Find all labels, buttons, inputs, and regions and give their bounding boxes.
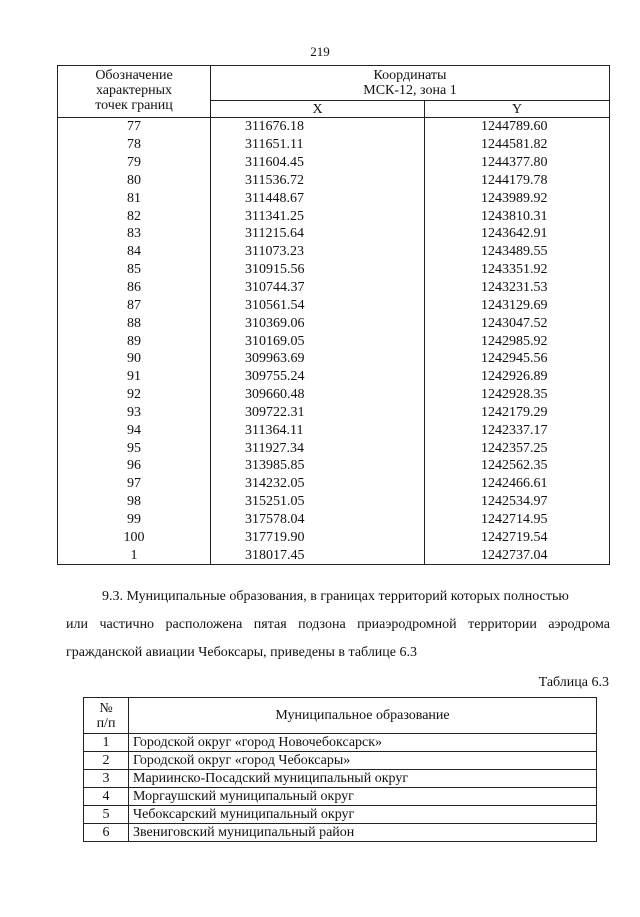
x-cell: 314232.05 <box>211 475 425 493</box>
number-cell: 3 <box>84 770 129 788</box>
paragraph-first-line: 9.3. Муниципальные образования, в границах территорий которых полностью <box>102 589 569 604</box>
table-row <box>58 386 610 404</box>
point-cell: 87 <box>58 296 211 314</box>
page-number: 219 <box>310 44 330 59</box>
point-cell: 85 <box>58 261 211 279</box>
x-cell: 317578.04 <box>211 511 425 529</box>
x-cell: 311341.25 <box>211 207 425 225</box>
point-cell: 96 <box>58 457 211 475</box>
coordinates-table <box>57 65 610 565</box>
table-row <box>84 734 597 752</box>
table-row <box>58 243 610 261</box>
table-row <box>58 404 610 422</box>
table-row <box>58 225 610 243</box>
table-row <box>58 528 610 546</box>
table-row <box>84 770 597 788</box>
coordinates-body <box>58 118 610 565</box>
y-cell: 1243047.52 <box>425 314 610 332</box>
x-cell: 310744.37 <box>211 279 425 297</box>
header-num-line: п/п <box>96 715 116 731</box>
y-cell: 1242466.61 <box>425 475 610 493</box>
x-cell: 309660.48 <box>211 386 425 404</box>
municipality-cell: Звениговский муниципальный район <box>129 824 597 842</box>
point-cell: 100 <box>58 528 211 546</box>
y-cell: 1242357.25 <box>425 439 610 457</box>
table-row <box>58 207 610 225</box>
municipalities-body <box>84 734 597 842</box>
point-cell: 88 <box>58 314 211 332</box>
y-cell: 1243489.55 <box>425 243 610 261</box>
table-row <box>58 261 610 279</box>
municipality-cell: Городской округ «город Чебоксары» <box>129 752 597 770</box>
x-cell: 311073.23 <box>211 243 425 261</box>
x-cell: 310169.05 <box>211 332 425 350</box>
table-row <box>58 475 610 493</box>
point-cell: 86 <box>58 279 211 297</box>
y-cell: 1242985.92 <box>425 332 610 350</box>
y-cell: 1242737.04 <box>425 546 610 564</box>
point-cell: 82 <box>58 207 211 225</box>
point-cell: 83 <box>58 225 211 243</box>
point-cell: 94 <box>58 421 211 439</box>
municipality-cell: Моргаушский муниципальный округ <box>129 788 597 806</box>
point-cell: 98 <box>58 493 211 511</box>
header-x: X <box>211 101 425 118</box>
x-cell: 310915.56 <box>211 261 425 279</box>
table-row <box>58 421 610 439</box>
table-row <box>58 511 610 529</box>
number-cell: 2 <box>84 752 129 770</box>
number-cell: 5 <box>84 806 129 824</box>
x-cell: 311651.11 <box>211 136 425 154</box>
header-coord-line: Координаты <box>373 68 447 83</box>
table-row <box>84 806 597 824</box>
y-cell: 1244179.78 <box>425 172 610 190</box>
x-cell: 311364.11 <box>211 421 425 439</box>
header-coord-line: МСК-12, зона 1 <box>363 83 457 98</box>
point-cell: 78 <box>58 136 211 154</box>
point-cell: 80 <box>58 172 211 190</box>
x-cell: 318017.45 <box>211 546 425 564</box>
header-coordinates <box>211 66 610 101</box>
point-cell: 90 <box>58 350 211 368</box>
table-row <box>58 314 610 332</box>
x-cell: 315251.05 <box>211 493 425 511</box>
table-row <box>84 788 597 806</box>
table-row <box>58 493 610 511</box>
y-cell: 1242945.56 <box>425 350 610 368</box>
point-cell: 99 <box>58 511 211 529</box>
x-cell: 311215.64 <box>211 225 425 243</box>
table-row <box>58 546 610 564</box>
x-cell: 311536.72 <box>211 172 425 190</box>
x-cell: 310561.54 <box>211 296 425 314</box>
table-caption: Таблица 6.3 <box>538 675 609 690</box>
y-cell: 1244581.82 <box>425 136 610 154</box>
municipalities-table <box>83 697 597 842</box>
x-cell: 309755.24 <box>211 368 425 386</box>
point-cell: 93 <box>58 404 211 422</box>
table-row <box>58 189 610 207</box>
municipality-cell: Мариинско-Посадский муниципальный округ <box>129 770 597 788</box>
point-cell: 1 <box>58 546 211 564</box>
header-point-line: характерных <box>95 83 173 98</box>
y-cell: 1242714.95 <box>425 511 610 529</box>
y-cell: 1243231.53 <box>425 279 610 297</box>
number-cell: 1 <box>84 734 129 752</box>
y-cell: 1243989.92 <box>425 189 610 207</box>
header-boundary-points <box>58 66 211 118</box>
x-cell: 309722.31 <box>211 404 425 422</box>
y-cell: 1243129.69 <box>425 296 610 314</box>
municipality-cell: Городской округ «город Новочебоксарск» <box>129 734 597 752</box>
y-cell: 1243351.92 <box>425 261 610 279</box>
table-row <box>58 350 610 368</box>
table-row <box>84 752 597 770</box>
x-cell: 310369.06 <box>211 314 425 332</box>
header-num-line: № <box>99 700 113 716</box>
table-row <box>58 457 610 475</box>
y-cell: 1242562.35 <box>425 457 610 475</box>
y-cell: 1243810.31 <box>425 207 610 225</box>
y-cell: 1242719.54 <box>425 528 610 546</box>
point-cell: 95 <box>58 439 211 457</box>
header-point-line: Обозначение <box>95 68 173 83</box>
header-number <box>84 698 129 734</box>
point-cell: 79 <box>58 154 211 172</box>
table-row <box>58 439 610 457</box>
point-cell: 84 <box>58 243 211 261</box>
x-cell: 311448.67 <box>211 189 425 207</box>
municipality-cell: Чебоксарский муниципальный округ <box>129 806 597 824</box>
y-cell: 1244377.80 <box>425 154 610 172</box>
point-cell: 97 <box>58 475 211 493</box>
y-cell: 1242928.35 <box>425 386 610 404</box>
table-row <box>58 154 610 172</box>
number-cell: 6 <box>84 824 129 842</box>
point-cell: 91 <box>58 368 211 386</box>
header-point-line: точек границ <box>95 98 173 113</box>
y-cell: 1244789.60 <box>425 118 610 136</box>
x-cell: 309963.69 <box>211 350 425 368</box>
table-row <box>58 296 610 314</box>
point-cell: 92 <box>58 386 211 404</box>
y-cell: 1242534.97 <box>425 493 610 511</box>
x-cell: 313985.85 <box>211 457 425 475</box>
header-y: Y <box>425 101 610 118</box>
y-cell: 1242926.89 <box>425 368 610 386</box>
x-cell: 311604.45 <box>211 154 425 172</box>
table-row <box>58 118 610 136</box>
table-row <box>58 136 610 154</box>
x-cell: 311927.34 <box>211 439 425 457</box>
table-row <box>58 172 610 190</box>
x-cell: 311676.18 <box>211 118 425 136</box>
table-row <box>84 824 597 842</box>
x-cell: 317719.90 <box>211 528 425 546</box>
table-row <box>58 332 610 350</box>
table-row <box>58 279 610 297</box>
section-paragraph <box>66 583 610 667</box>
y-cell: 1242337.17 <box>425 421 610 439</box>
point-cell: 81 <box>58 189 211 207</box>
number-cell: 4 <box>84 788 129 806</box>
header-municipality: Муниципальное образование <box>129 698 597 734</box>
paragraph-rest: или частично расположена пятая подзона приаэродромной территории аэродрома гражданской авиации Чебоксары, приведены в таблице 6.3 <box>66 617 610 660</box>
y-cell: 1243642.91 <box>425 225 610 243</box>
y-cell: 1242179.29 <box>425 404 610 422</box>
point-cell: 77 <box>58 118 211 136</box>
table-row <box>58 368 610 386</box>
point-cell: 89 <box>58 332 211 350</box>
